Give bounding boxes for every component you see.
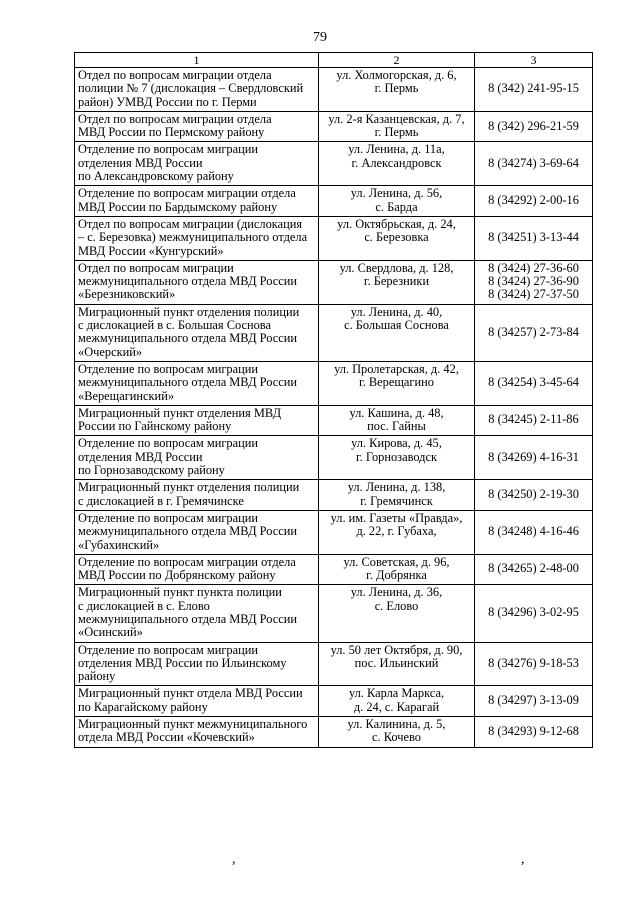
office-phone	[475, 717, 593, 748]
office-name-line: Отдел по вопросам миграции отдела	[78, 68, 272, 82]
office-address-line: д. 22, г. Губаха,	[356, 524, 437, 539]
office-address-line: г. Добрянка	[366, 568, 427, 583]
office-name	[75, 68, 319, 112]
office-phone	[475, 585, 593, 642]
office-name	[75, 405, 319, 436]
office-address-line: ул. 50 лет Октября, д. 90,	[330, 642, 463, 657]
office-address-line: ул. Калинина, д. 5,	[347, 717, 446, 732]
office-name-line: отделения МВД России по Ильинскому	[78, 655, 287, 670]
office-phone	[475, 260, 593, 304]
office-phone	[475, 405, 593, 436]
office-name-line: с дислокацией в г. Гремячинске	[78, 493, 244, 508]
office-name-line: «Верещагинский»	[78, 388, 175, 403]
office-phone	[475, 216, 593, 260]
office-address-line: г. Александровск	[351, 155, 442, 170]
office-name-line: межмуниципального отдела МВД России	[78, 274, 298, 289]
office-phone-line: 8 (34276) 9-18-53	[488, 655, 579, 670]
office-address	[319, 304, 475, 361]
office-name-line: Отделение по вопросам миграции	[78, 436, 258, 451]
office-address-line: ул. Ленина, д. 11а,	[348, 142, 445, 157]
office-name-line: Миграционный пункт отделения полиции	[78, 304, 300, 319]
office-address	[319, 142, 475, 186]
office-name-line: межмуниципального отдела МВД России	[78, 375, 298, 390]
table-row	[75, 361, 593, 405]
office-name-line: району	[78, 669, 116, 684]
office-phone-line: 8 (3424) 27-37-50	[488, 287, 579, 302]
table-row	[75, 405, 593, 436]
office-phone-line: 8 (3424) 27-36-60	[488, 260, 579, 275]
office-name	[75, 111, 319, 142]
office-address-line: с. Елово	[374, 598, 419, 613]
office-address-line: с. Березовка	[364, 230, 429, 245]
office-address-line: ул. Свердлова, д. 128,	[339, 260, 454, 275]
office-phone	[475, 510, 593, 554]
office-address	[319, 642, 475, 686]
office-phone	[475, 480, 593, 511]
office-phone	[475, 361, 593, 405]
office-address-line: пос. Гайны	[367, 419, 426, 434]
office-phone	[475, 686, 593, 717]
table-row	[75, 111, 593, 142]
office-name	[75, 510, 319, 554]
office-address-line: г. Пермь	[374, 125, 419, 140]
office-name-line: с дислокацией в с. Большая Соснова	[78, 318, 271, 333]
office-phone-line: 8 (34250) 2-19-30	[488, 486, 579, 501]
page-number: 79	[313, 30, 327, 45]
office-name-line: МВД России по Бардымскому району	[78, 199, 278, 214]
office-phone-line: 8 (3424) 27-36-90	[488, 274, 579, 289]
office-name-line: с дислокацией в с. Елово	[78, 598, 210, 613]
office-address	[319, 405, 475, 436]
office-name-line: межмуниципального отдела МВД России	[78, 611, 298, 626]
office-name-line: «Губахинский»	[78, 537, 160, 552]
office-name-line: по Карагайскому району	[78, 699, 208, 714]
office-name-line: Миграционный пункт отделения полиции	[78, 480, 300, 495]
office-address-line: пос. Ильинский	[354, 655, 439, 670]
office-name-line: «Очерский»	[78, 344, 143, 359]
office-phone-line: 8 (34245) 2-11-86	[488, 412, 579, 427]
office-address-line: ул. Ленина, д. 56,	[350, 186, 443, 201]
office-name	[75, 186, 319, 217]
office-address-line: д. 24, с. Карагай	[353, 699, 440, 714]
office-phone-line: 8 (34274) 3-69-64	[488, 155, 579, 170]
office-name-line: Отделение по вопросам миграции	[78, 361, 258, 376]
column-number-1: 1	[75, 53, 319, 68]
office-address	[319, 436, 475, 480]
office-address-line: ул. Кашина, д. 48,	[349, 405, 444, 420]
office-address-line: ул. Карла Маркса,	[348, 686, 445, 701]
column-number-2: 2	[319, 53, 475, 68]
office-phone-line: 8 (34296) 3-02-95	[488, 605, 579, 620]
office-name-line: межмуниципального отдела МВД России	[78, 331, 298, 346]
table-row	[75, 554, 593, 585]
office-name	[75, 642, 319, 686]
office-address	[319, 260, 475, 304]
office-name-line: Отдел по вопросам миграции (дислокация	[78, 216, 303, 231]
office-name-line: «Осинский»	[78, 625, 143, 640]
office-name-line: Отделение по вопросам миграции отдела	[78, 186, 296, 201]
table-row	[75, 260, 593, 304]
office-name-line: район) УМВД России по г. Перми	[78, 94, 257, 109]
table-row	[75, 68, 593, 112]
column-number-3: 3	[475, 53, 593, 68]
office-name	[75, 554, 319, 585]
office-name	[75, 260, 319, 304]
office-phone-line: 8 (342) 296-21-59	[488, 118, 579, 133]
office-address-line: с. Кочево	[372, 730, 421, 745]
table-header-row	[75, 53, 593, 68]
office-address-line: ул. 2-я Казанцевская, д. 7,	[328, 111, 465, 126]
office-name-line: по Александровскому району	[78, 169, 234, 184]
office-address	[319, 361, 475, 405]
footer-mark: ,	[232, 852, 236, 867]
office-phone-line: 8 (34265) 2-48-00	[488, 561, 579, 576]
office-address-line: г. Гремячинск	[360, 493, 433, 508]
office-name	[75, 717, 319, 748]
table-row	[75, 216, 593, 260]
office-name-line: – с. Березовка) межмуниципального отдела	[78, 230, 308, 245]
office-address-line: ул. Холмогорская, д. 6,	[336, 68, 457, 82]
table-row	[75, 480, 593, 511]
office-phone	[475, 304, 593, 361]
office-phone	[475, 436, 593, 480]
office-address-line: ул. Пролетарская, д. 42,	[334, 361, 459, 376]
office-address-line: ул. Ленина, д. 40,	[350, 304, 443, 319]
office-name-line: Миграционный пункт отдела МВД России	[78, 686, 303, 701]
office-phone	[475, 111, 593, 142]
office-address-line: г. Горнозаводск	[356, 449, 437, 464]
table-row	[75, 186, 593, 217]
office-address	[319, 68, 475, 112]
office-address-line: ул. Кирова, д. 45,	[351, 436, 442, 451]
office-phone-line: 8 (34292) 2-00-16	[488, 193, 579, 208]
office-address-line: ул. им. Газеты «Правда»,	[330, 510, 463, 525]
office-address	[319, 686, 475, 717]
office-phone-line: 8 (34293) 9-12-68	[488, 723, 579, 738]
office-address	[319, 717, 475, 748]
footer-mark: ,	[521, 852, 525, 867]
office-name	[75, 216, 319, 260]
office-address	[319, 510, 475, 554]
table-row	[75, 686, 593, 717]
table-row	[75, 510, 593, 554]
office-name-line: МВД России по Добрянскому району	[78, 568, 276, 583]
office-name	[75, 686, 319, 717]
office-name-line: России по Гайнскому району	[78, 419, 232, 434]
office-name-line: отделения МВД России	[78, 449, 203, 464]
office-name	[75, 585, 319, 642]
office-name-line: Отдел по вопросам миграции отдела	[78, 111, 272, 126]
office-phone	[475, 142, 593, 186]
office-address-line: ул. Ленина, д. 36,	[350, 585, 443, 600]
table-row	[75, 436, 593, 480]
table-row	[75, 717, 593, 748]
office-phone-line: 8 (34269) 4-16-31	[488, 449, 579, 464]
office-name-line: по Горнозаводскому району	[78, 463, 225, 478]
office-name-line: «Березниковский»	[78, 287, 176, 302]
office-address-line: г. Верещагино	[359, 375, 434, 390]
office-address	[319, 111, 475, 142]
office-name-line: полиции № 7 (дислокация – Свердловский	[78, 81, 304, 96]
office-name-line: Миграционный пункт отделения МВД	[78, 405, 282, 420]
office-address-line: ул. Ленина, д. 138,	[347, 480, 446, 495]
office-address-line: с. Барда	[375, 199, 418, 214]
office-address	[319, 216, 475, 260]
office-name-line: Отделение по вопросам миграции отдела	[78, 554, 296, 569]
office-address	[319, 585, 475, 642]
office-address	[319, 186, 475, 217]
office-phone-line: 8 (34251) 3-13-44	[488, 230, 579, 245]
office-name-line: отдела МВД России «Кочевский»	[78, 730, 255, 745]
office-name-line: отделения МВД России	[78, 155, 203, 170]
office-address	[319, 480, 475, 511]
office-phone	[475, 642, 593, 686]
office-name-line: МВД России по Пермскому району	[78, 125, 265, 140]
office-phone-line: 8 (34254) 3-45-64	[488, 375, 579, 390]
office-name	[75, 480, 319, 511]
office-name-line: Отделение по вопросам миграции	[78, 642, 258, 657]
office-address-line: ул. Советская, д. 96,	[343, 554, 450, 569]
office-address-line: с. Большая Соснова	[344, 318, 449, 333]
office-address-line: г. Пермь	[374, 81, 419, 96]
office-phone	[475, 186, 593, 217]
office-name-line: Миграционный пункт межмуниципального	[78, 717, 308, 732]
office-phone-line: 8 (34297) 3-13-09	[488, 693, 579, 708]
office-name-line: МВД России «Кунгурский»	[78, 243, 224, 258]
migration-offices-table	[74, 52, 593, 748]
office-phone-line: 8 (34248) 4-16-46	[488, 524, 579, 539]
office-address-line: г. Березники	[363, 274, 430, 289]
table-row	[75, 642, 593, 686]
office-name	[75, 436, 319, 480]
table-row	[75, 142, 593, 186]
office-address-line: ул. Октябрьская, д. 24,	[337, 216, 456, 231]
office-name	[75, 304, 319, 361]
office-phone	[475, 554, 593, 585]
office-phone-line: 8 (34257) 2-73-84	[488, 324, 579, 339]
office-name-line: межмуниципального отдела МВД России	[78, 524, 298, 539]
office-name-line: Миграционный пункт пункта полиции	[78, 585, 282, 600]
office-name-line: Отдел по вопросам миграции	[78, 260, 234, 275]
table-row	[75, 304, 593, 361]
table-row	[75, 585, 593, 642]
office-phone	[475, 68, 593, 112]
office-name	[75, 142, 319, 186]
office-name-line: Отделение по вопросам миграции	[78, 510, 258, 525]
office-phone-line: 8 (342) 241-95-15	[488, 81, 579, 96]
office-address	[319, 554, 475, 585]
office-name	[75, 361, 319, 405]
office-name-line: Отделение по вопросам миграции	[78, 142, 258, 157]
